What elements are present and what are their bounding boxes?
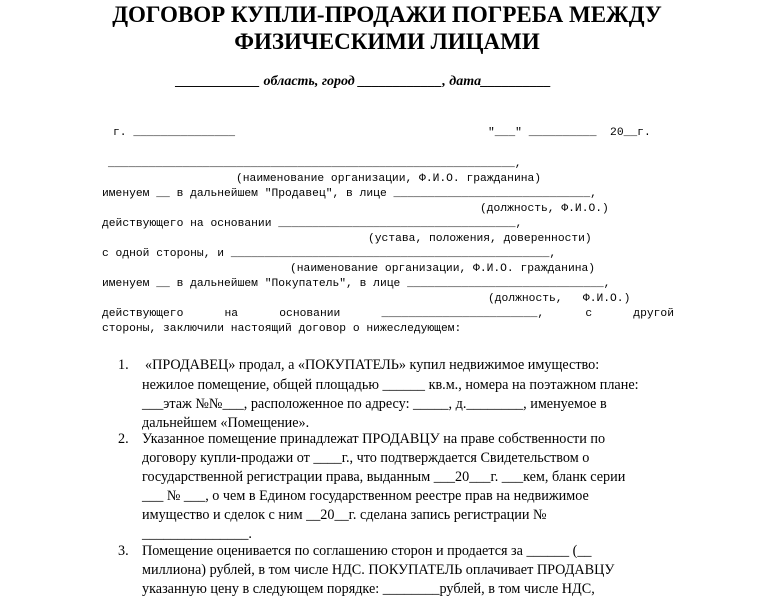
basis-word-other: другой: [633, 308, 674, 320]
item-2-line-1: Указанное помещение принадлежат ПРОДАВЦУ на праве собственности по: [142, 431, 606, 447]
basis-word-with: с: [585, 308, 593, 320]
preamble-closing: стороны, заключили настоящий договор о нижеследующем:: [102, 323, 462, 335]
item-2-line-2: договору купли-продажи от ____г., что подтверждается Свидетельством о: [142, 450, 590, 466]
city-blank: ____________: [358, 74, 443, 89]
basis-word-on: на: [224, 308, 239, 320]
document-title-line-2: ФИЗИЧЕСКИМИ ЛИЦАМИ: [234, 29, 540, 54]
item-1-line-1: «ПРОДАВЕЦ» продал, а «ПОКУПАТЕЛЬ» купил недвижимое имущество:: [145, 357, 600, 373]
seller-line: [102, 188, 597, 200]
item-number: 1.: [118, 357, 129, 373]
item-1-line-2: нежилое помещение, общей площадью ______ кв.м., номера на поэтажном плане:: [142, 377, 639, 393]
day-quote: "___": [488, 127, 522, 139]
one-side-text: с одной стороны, и: [102, 248, 225, 260]
org-blank-line: ____________________________________________________________,: [108, 158, 522, 170]
one-side-blank: _______________________________________________,: [230, 248, 557, 260]
date-line: [488, 127, 651, 139]
position-caption-2: (должность, Ф.И.О.): [488, 293, 631, 305]
item-2-line-5: имущество и сделок с ним __20__г. сделана запись регистрации №: [142, 507, 547, 523]
org-caption-2: (наименование организации, Ф.И.О. гражданина): [290, 263, 596, 275]
basis-line-1: [102, 218, 522, 230]
item-3-line-3: указанную цену в следующем порядке: ________рублей, в том числе НДС,: [142, 581, 595, 597]
basis-word-basis: основании: [279, 308, 341, 320]
date-label: , дата: [442, 74, 482, 89]
place-date-line: [176, 74, 551, 90]
item-3-line-2: миллиона) рублей, в том числе НДС. ПОКУПАТЕЛЬ оплачивает ПРОДАВЦУ: [142, 562, 615, 578]
charter-caption: (устава, положения, доверенности): [368, 233, 592, 245]
item-1-line-4: дальнейшем «Помещение».: [142, 415, 310, 431]
region-city-label: область, город: [263, 74, 355, 89]
date-blank: __________: [481, 74, 552, 89]
basis-line-2: [102, 308, 674, 320]
buyer-blank: _____________________________,: [407, 278, 611, 290]
item-number: 2.: [118, 431, 129, 447]
basis-text-1: действующего на основании: [102, 218, 272, 230]
region-blank: ____________: [176, 74, 260, 89]
item-2-line-6: _______________.: [142, 526, 252, 542]
city-blank-field: _______________: [133, 127, 236, 139]
item-2-line-3: государственной регистрации права, выданным ___20___г. ___кем, бланк серии: [142, 469, 626, 485]
basis-word-acting: действующего: [102, 308, 184, 320]
item-number: 3.: [118, 543, 129, 559]
position-caption-1: (должность, Ф.И.О.): [480, 203, 609, 215]
month-blank: __________: [528, 127, 597, 139]
one-side-line: [102, 248, 556, 260]
year-field: 20__г.: [610, 127, 651, 139]
seller-text: именуем __ в дальнейшем "Продавец", в лице: [102, 188, 387, 200]
item-3-line-1: Помещение оценивается по соглашению сторон и продается за ______ (__: [142, 543, 592, 559]
basis-blank-2: _______________________,: [381, 308, 545, 320]
city-prefix: г.: [113, 127, 127, 139]
basis-blank-1: ___________________________________,: [278, 218, 523, 230]
item-2-line-4: ___ № ___, о чем в Едином государственном реестре прав на недвижимое: [142, 488, 589, 504]
buyer-line: [102, 278, 610, 290]
item-1-line-3: ___этаж №№___, расположенное по адресу: _____, д.________, именуемое в: [142, 396, 607, 412]
document-title-line-1: ДОГОВОР КУПЛИ-ПРОДАЖИ ПОГРЕБА МЕЖДУ: [112, 2, 662, 27]
buyer-text: именуем __ в дальнейшем "Покупатель", в лице: [102, 278, 401, 290]
seller-blank: _____________________________,: [393, 188, 597, 200]
org-caption: (наименование организации, Ф.И.О. гражданина): [236, 173, 542, 185]
city-line: [113, 127, 235, 139]
